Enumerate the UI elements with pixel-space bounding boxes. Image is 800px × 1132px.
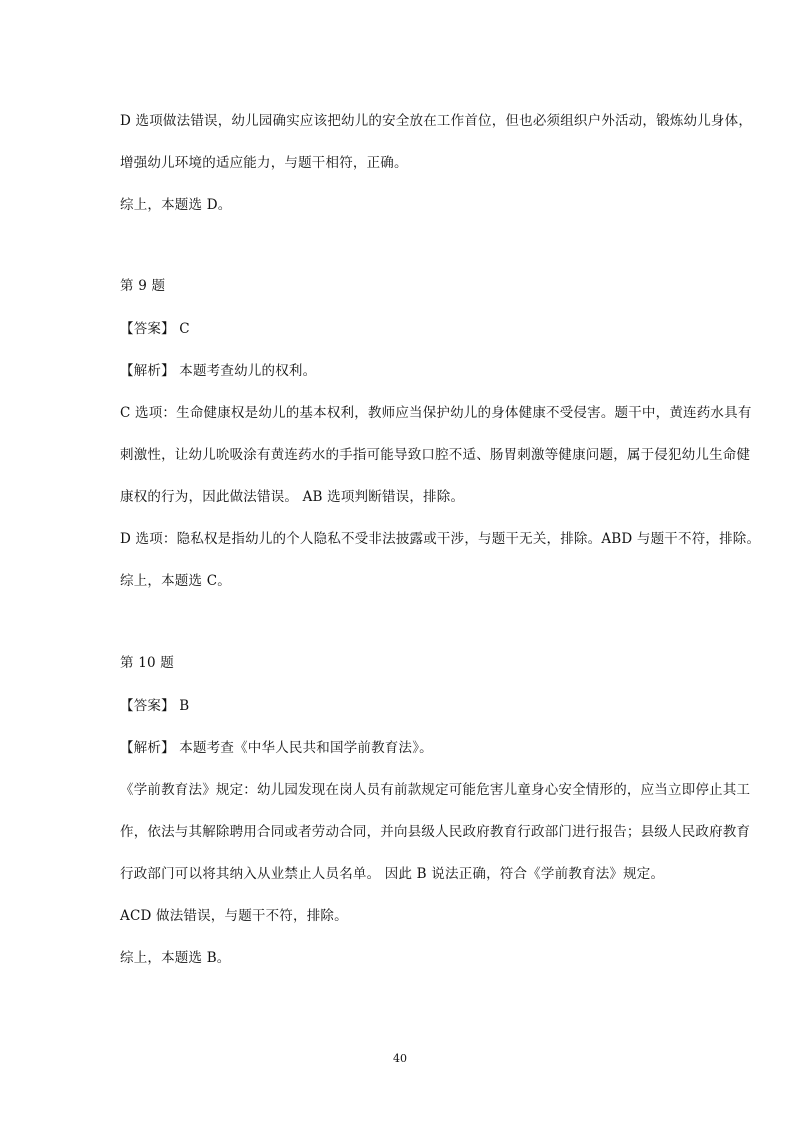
text-line-d-option: D 选项做法错误，幼儿园确实应该把幼儿的安全放在工作首位，但也必须组织户外活动，锻炼幼儿身体， — [120, 113, 753, 129]
text-line-c-option: C 选项：生命健康权是幼儿的基本权利，教师应当保护幼儿的身体健康不受侵害。题干中，黄连药水具有 — [120, 405, 752, 421]
text-line-law-quote-cont-2: 行政部门可以将其纳入从业禁止人员名单。 因此 B 说法正确，符合《学前教育法》规定。 — [120, 866, 665, 882]
text-line-d-option-cont: 增强幼儿环境的适应能力，与题干相符，正确。 — [120, 155, 408, 171]
text-line-law-quote-cont-1: 作，依法与其解除聘用合同或者劳动合同，并向县级人民政府教育行政部门进行报告；县级人民政府教育 — [120, 824, 751, 840]
question-9-answer: 【答案】 C — [120, 321, 190, 337]
text-line-d-option-privacy: D 选项：隐私权是指幼儿的个人隐私不受非法披露或干涉，与题干无关，排除。ABD 与题干不符，排除。 — [120, 531, 761, 547]
text-line-c-option-cont-2: 康权的行为，因此做法错误。 AB 选项判断错误，排除。 — [120, 489, 465, 505]
text-line-summary-c: 综上，本题选 C。 — [120, 573, 231, 589]
text-line-summary-b: 综上，本题选 B。 — [120, 950, 231, 966]
question-9-analysis: 【解析】 本题考查幼儿的权利。 — [120, 363, 317, 379]
question-10-answer: 【答案】 B — [120, 698, 190, 714]
question-9-heading: 第 9 题 — [120, 278, 166, 294]
question-10-analysis: 【解析】 本题考查《中华人民共和国学前教育法》。 — [120, 740, 433, 756]
text-line-c-option-cont-1: 刺激性，让幼儿吮吸涂有黄连药水的手指可能导致口腔不适、肠胃刺激等健康问题，属于侵犯幼儿生命健 — [120, 447, 751, 463]
text-line-law-quote: 《学前教育法》规定：幼儿园发现在岗人员有前款规定可能危害儿童身心安全情形的，应当立即停止其工 — [120, 782, 751, 798]
text-line-summary-d: 综上，本题选 D。 — [120, 197, 232, 213]
text-line-acd-option: ACD 做法错误，与题干不符，排除。 — [120, 908, 348, 924]
question-10-heading: 第 10 题 — [120, 655, 174, 671]
page-number: 40 — [393, 1052, 407, 1065]
